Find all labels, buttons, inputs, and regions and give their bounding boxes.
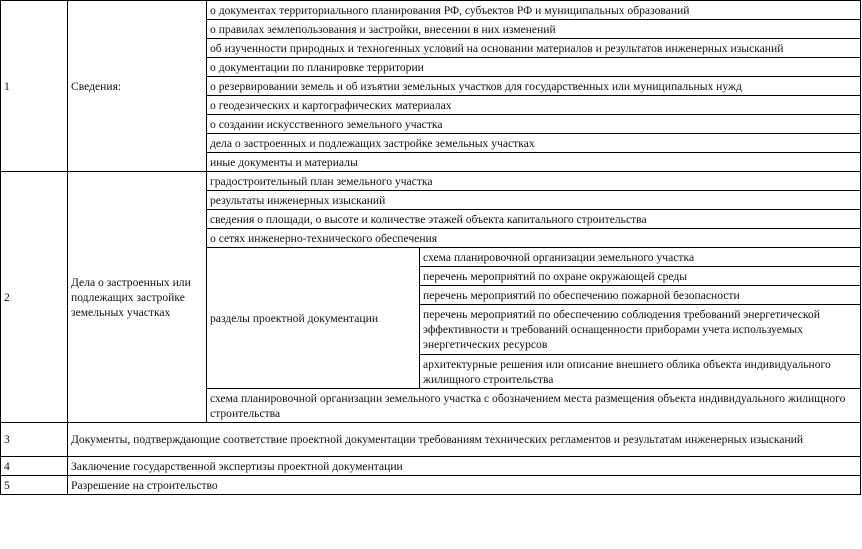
table-row <box>1 423 861 457</box>
project-docs-section: схема планировочной организации земельного участка <box>420 248 861 267</box>
list-item: о геодезических и картографических материалах <box>207 96 861 115</box>
row-title: Сведения: <box>68 1 207 172</box>
project-docs-label: разделы проектной документации <box>207 248 420 389</box>
list-item: градостроительный план земельного участка <box>207 172 861 191</box>
list-item: о документации по планировке территории <box>207 58 861 77</box>
project-docs-section: перечень мероприятий по обеспечению соблюдения требований энергетической эффективности и требований оснащенности приборами учета используемых энергетических ресурсов <box>420 305 861 355</box>
row-number: 3 <box>1 423 68 457</box>
list-item: результаты инженерных изысканий <box>207 191 861 210</box>
list-item: дела о застроенных и подлежащих застройке земельных участках <box>207 134 861 153</box>
list-item: иные документы и материалы <box>207 153 861 172</box>
table-row <box>1 172 861 191</box>
row-number: 5 <box>1 476 68 495</box>
project-docs-section: архитектурные решения или описание внешнего облика объекта индивидуального жилищного строительства <box>420 355 861 389</box>
list-item: о резервировании земель и об изъятии земельных участков для государственных или муниципальных нужд <box>207 77 861 96</box>
table-row <box>1 476 861 495</box>
list-item: о сетях инженерно-технического обеспечения <box>207 229 861 248</box>
row-number: 2 <box>1 172 68 423</box>
table-row <box>1 1 861 20</box>
list-item: схема планировочной организации земельного участка с обозначением места размещения объекта индивидуального жилищного строительства <box>207 389 861 423</box>
list-item: о создании искусственного земельного участка <box>207 115 861 134</box>
table-row <box>1 457 861 476</box>
row-title: Разрешение на строительство <box>68 476 861 495</box>
list-item: сведения о площади, о высоте и количестве этажей объекта капитального строительства <box>207 210 861 229</box>
project-docs-section: перечень мероприятий по охране окружающей среды <box>420 267 861 286</box>
row-number: 1 <box>1 1 68 172</box>
row-title: Документы, подтверждающие соответствие проектной документации требованиям технических регламентов и результатам инженерных изысканий <box>68 423 861 457</box>
list-item: о правилах землепользования и застройки, внесении в них изменений <box>207 20 861 39</box>
project-docs-section: перечень мероприятий по обеспечению пожарной безопасности <box>420 286 861 305</box>
row-title: Заключение государственной экспертизы проектной документации <box>68 457 861 476</box>
row-title: Дела о застроенных или подлежащих застройке земельных участках <box>68 172 207 423</box>
list-item: о документах территориального планирования РФ, субъектов РФ и муниципальных образований <box>207 1 861 20</box>
list-item: об изученности природных и техногенных условий на основании материалов и результатов инженерных изысканий <box>207 39 861 58</box>
row-number: 4 <box>1 457 68 476</box>
